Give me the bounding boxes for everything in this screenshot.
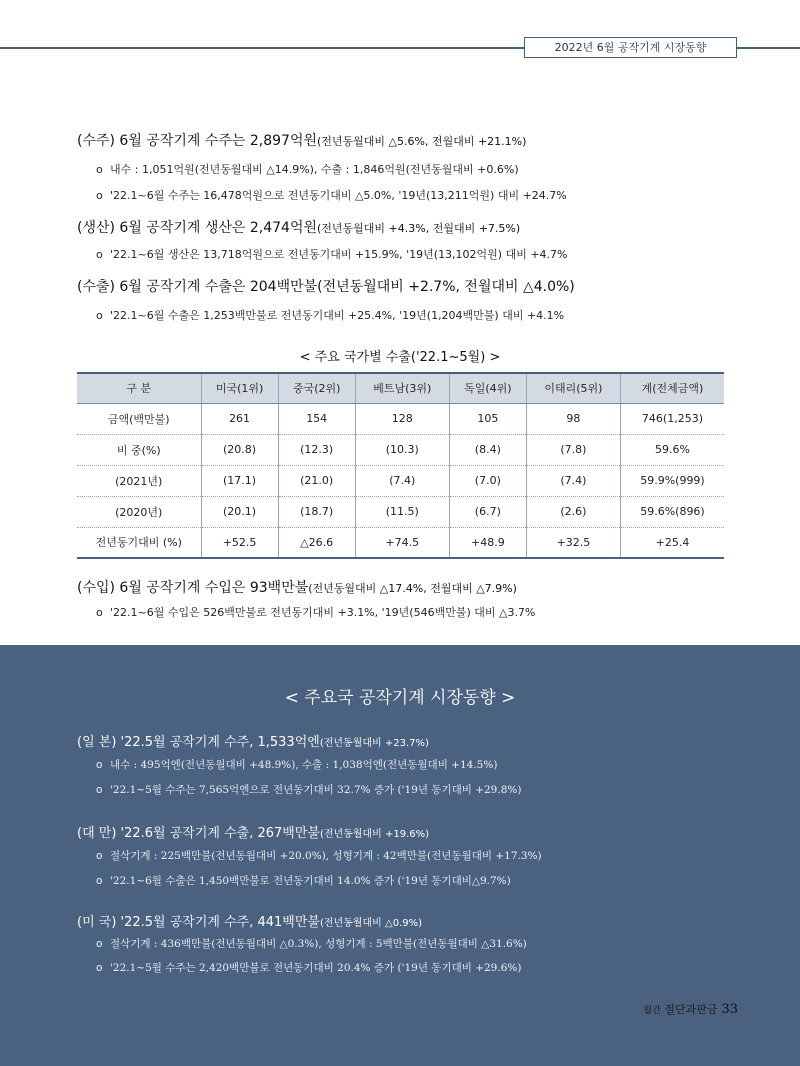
col-header: 미국(1위) (201, 373, 278, 403)
col-header: 계(전체금액) (620, 373, 724, 403)
table-cell: (7.0) (449, 465, 526, 496)
table-cell: 261 (201, 403, 278, 434)
table-cell: +25.4 (620, 527, 724, 558)
table-cell: 59.9%(999) (620, 465, 724, 496)
trends-title: < 주요국 공작기계 시장동향 > (284, 688, 516, 708)
table-cell: (7.8) (526, 434, 620, 465)
imports-heading: (수입) 6월 공작기계 수입은 93백만불(전년동월대비 △17.4%, 전월대비 △7.9%) (77, 580, 517, 596)
table-cell: (11.5) (355, 496, 449, 527)
table-title: < 주요 국가별 수출('22.1~5월) > (299, 350, 501, 365)
table-cell: 746(1,253) (620, 403, 724, 434)
table-row (77, 465, 724, 496)
table-cell: (7.4) (526, 465, 620, 496)
production-bullet-1: o '22.1~6월 생산은 13,718억원으로 전년동기대비 +15.9%, '19년(13,102억원) 대비 +4.7% (96, 248, 568, 261)
table-cell: +32.5 (526, 527, 620, 558)
table-cell: (21.0) (278, 465, 355, 496)
table-cell: △26.6 (278, 527, 355, 558)
table-cell: 금액(백만불) (77, 403, 201, 434)
japan-bullet-2: o '22.1~5월 수주는 7,565억엔으로 전년동기대비 32.7% 증가 ('19년 동기대비 +29.8%) (96, 784, 522, 796)
table-cell: (18.7) (278, 496, 355, 527)
col-header: 이태리(5위) (526, 373, 620, 403)
col-header: 중국(2위) (278, 373, 355, 403)
table-header-row (77, 373, 724, 403)
usa-bullet-1: o 절삭기계 : 436백만불(전년동월대비 △0.3%), 성형기계 : 5백만불(전년동월대비 △31.6%) (96, 938, 527, 950)
usa-heading: (미 국) '22.5월 공작기계 수주, 441백만불(전년동월대비 △0.9%) (77, 915, 423, 930)
table-cell: (2021년) (77, 465, 201, 496)
table-cell: 98 (526, 403, 620, 434)
col-header: 독일(4위) (449, 373, 526, 403)
trends-panel (0, 645, 800, 1066)
table-cell: (2020년) (77, 496, 201, 527)
orders-heading: (수주) 6월 공작기계 수주는 2,897억원(전년동월대비 △5.6%, 전월대비 +21.1%) (77, 133, 527, 149)
col-header: 구 분 (77, 373, 201, 403)
table-cell: 비 중(%) (77, 434, 201, 465)
table-cell: +48.9 (449, 527, 526, 558)
table-cell: 128 (355, 403, 449, 434)
col-header: 베트남(3위) (355, 373, 449, 403)
table-cell: +52.5 (201, 527, 278, 558)
table-cell: (10.3) (355, 434, 449, 465)
japan-bullet-1: o 내수 : 495억엔(전년동월대비 +48.9%), 수출 : 1,038억엔(전년동월대비 +14.5%) (96, 759, 498, 771)
table-cell: (20.1) (201, 496, 278, 527)
table-cell: 59.6%(896) (620, 496, 724, 527)
orders-bullet-1: o 내수 : 1,051억원(전년동월대비 △14.9%), 수출 : 1,846억원(전년동월대비 +0.6%) (96, 163, 519, 176)
imports-bullet-1: o '22.1~6월 수입은 526백만불로 전년동기대비 +3.1%, '19년(546백만불) 대비 △3.7% (96, 606, 536, 619)
taiwan-heading: (대 만) '22.6월 공작기계 수출, 267백만불(전년동월대비 +19.6%) (77, 826, 430, 841)
orders-bullet-2: o '22.1~6월 수주는 16,478억원으로 전년동기대비 △5.0%, '19년(13,211억원) 대비 +24.7% (96, 189, 567, 202)
exports-bullet-1: o '22.1~6월 수출은 1,253백만불로 전년동기대비 +25.4%, '19년(1,204백만불) 대비 +4.1% (96, 309, 565, 322)
table-cell: (12.3) (278, 434, 355, 465)
table-row (77, 403, 724, 434)
page-footer: 월간 절단과판금 33 (643, 1002, 738, 1017)
table-cell: 154 (278, 403, 355, 434)
table-row (77, 496, 724, 527)
table-row (77, 434, 724, 465)
table-row (77, 527, 724, 558)
table-cell: (7.4) (355, 465, 449, 496)
japan-heading: (일 본) '22.5월 공작기계 수주, 1,533억엔(전년동월대비 +23.7%) (77, 735, 429, 750)
table-cell: (20.8) (201, 434, 278, 465)
taiwan-bullet-1: o 절삭기계 : 225백만불(전년동월대비 +20.0%), 성형기계 : 42백만불(전년동월대비 +17.3%) (96, 850, 542, 862)
exports-heading: (수출) 6월 공작기계 수출은 204백만불(전년동월대비 +2.7%, 전월대비 △4.0%) (77, 279, 575, 295)
table-cell: +74.5 (355, 527, 449, 558)
table-cell: (2.6) (526, 496, 620, 527)
table-cell: (8.4) (449, 434, 526, 465)
table-cell: 105 (449, 403, 526, 434)
taiwan-bullet-2: o '22.1~6월 수출은 1,450백만불로 전년동기대비 14.0% 증가 ('19년 동기대비△9.7%) (96, 875, 511, 887)
usa-bullet-2: o '22.1~5월 수주는 2,420백만불로 전년동기대비 20.4% 증가 ('19년 동기대비 +29.6%) (96, 962, 522, 974)
production-heading: (생산) 6월 공작기계 생산은 2,474억원(전년동월대비 +4.3%, 전월대비 +7.5%) (77, 220, 521, 236)
page-number: 33 (721, 1002, 738, 1017)
table-cell: (17.1) (201, 465, 278, 496)
export-by-country-table (77, 372, 724, 559)
table-cell: 전년동기대비 (%) (77, 527, 201, 558)
table-cell: 59.6% (620, 434, 724, 465)
running-header: 2022년 6월 공작기계 시장동향 (524, 37, 737, 58)
table-cell: (6.7) (449, 496, 526, 527)
